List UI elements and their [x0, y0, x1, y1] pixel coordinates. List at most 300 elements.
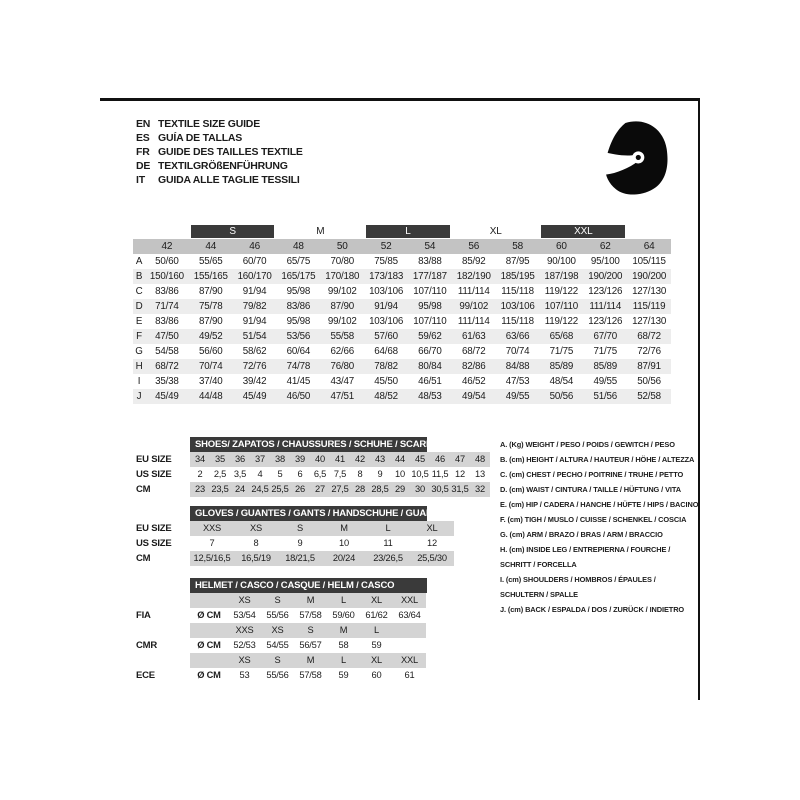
language-code: IT [136, 174, 145, 186]
size-value-cell: 47/51 [320, 389, 364, 404]
helmet-sizes-row [136, 593, 427, 608]
value-cell: 13 [475, 469, 485, 479]
size-value-cell: 87/90 [198, 286, 223, 297]
helmet-size-cell: XXL [393, 593, 426, 608]
helmet-value-cell: 53 [239, 670, 250, 680]
value-cell: 23,5 [210, 482, 230, 497]
size-header-cell: 50 [320, 239, 364, 254]
shoes-row [136, 482, 490, 497]
language-row [136, 117, 303, 131]
size-value-cell: 95/98 [286, 316, 311, 327]
group-spacer [145, 224, 189, 239]
value-cell: 36 [230, 452, 250, 467]
size-value-cell: 107/110 [539, 299, 583, 314]
row-label: CM [136, 484, 151, 495]
size-value-cell: 55/58 [320, 329, 364, 344]
helmet-sizes-row [136, 623, 427, 638]
size-header-cell: 44 [189, 239, 233, 254]
value-cell: 46 [430, 452, 450, 467]
size-value-cell: 48/53 [408, 389, 452, 404]
size-value-cell: 173/183 [364, 269, 408, 284]
size-value-cell: 75/78 [189, 299, 233, 314]
value-cell: 20/24 [322, 551, 366, 566]
language-list [136, 117, 303, 187]
gloves-title: GLOVES / GUANTES / GANTS / HANDSCHUHE / GUANTI [190, 506, 427, 521]
size-value-cell: 107/110 [413, 286, 447, 297]
size-value-cell: 91/94 [242, 316, 267, 327]
size-value-cell: 150/160 [145, 269, 189, 284]
unit-spacer [190, 593, 228, 608]
language-row [136, 159, 303, 173]
size-value-cell: 187/198 [539, 269, 583, 284]
helmet-values-row [136, 608, 427, 623]
size-header-cell: 54 [408, 239, 452, 254]
value-cell: 4 [257, 469, 263, 479]
size-value-cell: 37/40 [198, 376, 223, 387]
size-group-m: M [316, 226, 325, 237]
size-value-cell: 46/52 [461, 376, 486, 387]
size-value-cell: 103/106 [369, 316, 404, 327]
helmet-size-cell: S [261, 593, 294, 608]
size-value-cell: 48/54 [549, 376, 574, 387]
size-value-cell: 75/85 [374, 256, 398, 267]
size-group-l: L [366, 225, 450, 238]
value-cell: 34 [190, 452, 210, 467]
helmet-value-cell: 57/58 [299, 610, 322, 620]
helmet-value-cell: 59 [371, 640, 382, 650]
size-value-cell: 45/49 [233, 389, 277, 404]
size-value-cell: 127/130 [632, 316, 667, 327]
size-value-cell: 127/130 [632, 286, 667, 297]
value-cell: 40 [310, 452, 330, 467]
size-value-cell: 59/62 [408, 329, 452, 344]
size-value-cell: 123/126 [588, 316, 623, 327]
size-value-cell: 46/50 [276, 389, 320, 404]
helmet-size-cell: S [294, 623, 327, 638]
value-cell: 18/21,5 [278, 551, 322, 566]
size-value-cell: 68/72 [461, 346, 486, 357]
row-label: J [133, 389, 145, 404]
value-cell: 7,5 [333, 469, 347, 479]
size-value-cell: 68/72 [627, 329, 671, 344]
value-cell: 7 [209, 538, 215, 548]
value-cell: 9 [297, 538, 303, 548]
row-label: F [133, 329, 145, 344]
size-value-cell: 57/60 [364, 329, 408, 344]
size-value-cell: 58/62 [242, 346, 267, 357]
row-label: D [133, 299, 145, 314]
value-cell: 45 [410, 452, 430, 467]
size-value-cell: 119/122 [544, 316, 579, 327]
size-value-cell: 72/76 [637, 346, 661, 357]
value-cell: 47 [450, 452, 470, 467]
size-value-cell: 103/106 [369, 286, 404, 297]
shoes-table [136, 437, 490, 497]
gloves-row [136, 551, 454, 566]
value-cell: 2,5 [213, 469, 227, 479]
helmet-value-cell: 57/58 [299, 670, 322, 680]
helmet-size-cell: XL [360, 593, 393, 608]
size-value-cell: 50/60 [155, 256, 179, 267]
size-value-cell: 54/58 [155, 346, 179, 357]
language-label: TEXTILE SIZE GUIDE [158, 118, 260, 130]
value-cell: 28 [350, 482, 370, 497]
value-cell: 27 [310, 482, 330, 497]
size-value-cell: 185/195 [496, 269, 540, 284]
size-value-cell: 68/72 [145, 359, 189, 374]
helmet-value-cell: 55/56 [266, 610, 289, 620]
size-value-cell: 111/114 [457, 316, 490, 327]
size-value-cell: 60/70 [242, 256, 267, 267]
helmet-title: HELMET / CASCO / CASQUE / HELM / CASCO [190, 578, 427, 593]
size-value-cell: 60/64 [286, 346, 311, 357]
helmet-value-cell: 63/64 [398, 610, 421, 620]
legend-item: F. (cm) TIGH / MUSLO / CUISSE / SCHENKEL / COSCIA [500, 515, 687, 524]
language-code: FR [136, 146, 150, 158]
size-value-cell: 115/119 [627, 299, 671, 314]
unit-spacer [190, 653, 228, 668]
size-value-cell: 83/88 [418, 256, 442, 267]
value-cell: 42 [350, 452, 370, 467]
size-value-cell: 111/114 [583, 299, 627, 314]
size-header-spacer [133, 239, 145, 254]
row-label [136, 653, 190, 668]
helmet-value-cell: 61/62 [365, 610, 388, 620]
size-value-cell: 111/114 [457, 286, 490, 297]
size-value-cell: 43/47 [330, 376, 354, 387]
size-value-cell: 46/51 [418, 376, 442, 387]
size-value-cell: 55/65 [198, 256, 223, 267]
shoes-row [136, 467, 490, 482]
value-cell: 28,5 [370, 482, 390, 497]
row-label: H [133, 359, 145, 374]
value-cell: 2 [197, 469, 203, 479]
value-cell: XL [410, 521, 454, 536]
size-value-cell: 85/89 [583, 359, 627, 374]
size-value-cell: 85/89 [539, 359, 583, 374]
helmet-value-cell: 53/54 [233, 610, 256, 620]
unit-cell: Ø CM [197, 670, 221, 680]
size-value-cell: 99/102 [327, 316, 357, 327]
size-value-cell: 119/122 [544, 286, 579, 297]
top-border-rule [100, 98, 700, 101]
row-label: EU SIZE [136, 523, 172, 534]
size-value-cell: 41/45 [286, 376, 311, 387]
size-value-cell: 70/74 [189, 359, 233, 374]
language-label: TEXTILGRÖßENFÜHRUNG [158, 160, 288, 172]
value-cell: 37 [250, 452, 270, 467]
value-cell: 10 [395, 469, 405, 479]
row-label: B [133, 269, 145, 284]
row-label: CMR [136, 640, 158, 651]
size-value-cell: 61/63 [452, 329, 496, 344]
legend-item: A. (Kg) WEIGHT / PESO / POIDS / GEWITCH / PESO [500, 440, 675, 449]
unit-cell: Ø CM [197, 640, 221, 650]
row-label: EU SIZE [136, 454, 172, 465]
size-value-cell: 83/86 [155, 286, 179, 297]
size-value-cell: 47/53 [505, 376, 530, 387]
size-value-cell: 45/50 [374, 376, 398, 387]
size-value-cell: 182/190 [452, 269, 496, 284]
shoes-title: SHOES/ ZAPATOS / CHAUSSURES / SCHUHE / SCARPE [190, 437, 427, 452]
size-value-cell: 67/70 [583, 329, 627, 344]
size-value-cell: 190/200 [583, 269, 627, 284]
size-value-cell: 115/118 [501, 316, 534, 327]
helmet-size-cell: XS [228, 593, 261, 608]
helmet-value-cell: 55/56 [266, 670, 289, 680]
helmet-value-cell: 61 [404, 670, 415, 680]
size-value-cell: 50/56 [539, 389, 583, 404]
value-cell: 39 [290, 452, 310, 467]
size-value-cell: 87/95 [505, 256, 530, 267]
size-value-cell: 35/38 [155, 376, 179, 387]
measurement-legend [500, 437, 701, 617]
row-label: C [135, 286, 143, 297]
value-cell: 12,5/16,5 [190, 551, 234, 566]
value-cell: 3,5 [233, 469, 247, 479]
size-value-cell: 71/75 [549, 346, 574, 357]
size-value-cell: 51/56 [583, 389, 627, 404]
size-value-cell: 39/42 [242, 376, 267, 387]
value-cell: 30 [410, 482, 430, 497]
size-value-cell: 190/200 [627, 269, 671, 284]
helmet-size-cell: XL [360, 653, 393, 668]
size-value-cell: 72/76 [233, 359, 277, 374]
helmet-value-cell: 58 [338, 640, 349, 650]
helmet-size-cell: L [327, 593, 360, 608]
row-label: I [137, 376, 141, 387]
helmet-value-cell: 52/53 [233, 640, 256, 650]
row-label: US SIZE [136, 538, 172, 549]
size-value-cell: 177/187 [408, 269, 452, 284]
size-value-cell: 64/68 [374, 346, 398, 357]
helmet-size-cell: L [327, 653, 360, 668]
helmet-value-cell: 54/55 [266, 640, 289, 650]
language-label: GUÍA DE TALLAS [158, 132, 243, 144]
value-cell: 8 [357, 469, 363, 479]
helmet-size-cell: S [261, 653, 294, 668]
size-value-cell: 160/170 [233, 269, 277, 284]
size-value-cell: 70/74 [505, 346, 530, 357]
value-cell: 5 [277, 469, 283, 479]
value-cell: 24,5 [250, 482, 270, 497]
size-value-cell: 49/54 [452, 389, 496, 404]
value-cell: S [278, 521, 322, 536]
helmet-size-cell: XXS [228, 623, 261, 638]
size-value-cell: 91/94 [242, 286, 267, 297]
value-cell: 31,5 [450, 482, 470, 497]
size-value-cell: 79/82 [233, 299, 277, 314]
value-cell: 12 [427, 538, 437, 548]
size-value-cell: 51/54 [233, 329, 277, 344]
legend-item: I. (cm) SHOULDERS / HOMBROS / ÉPAULES / SCHULTERN / SPALLE [500, 575, 656, 599]
helmet-values-row [136, 668, 427, 683]
size-value-cell: 49/55 [496, 389, 540, 404]
row-label [136, 593, 190, 608]
size-header-cell: 64 [627, 239, 671, 254]
row-label: A [135, 256, 143, 267]
gloves-table [136, 506, 454, 566]
value-cell: 38 [270, 452, 290, 467]
value-cell: 43 [370, 452, 390, 467]
helmet-size-cell: M [294, 593, 327, 608]
size-value-cell: 56/60 [198, 346, 223, 357]
size-value-cell: 65/68 [539, 329, 583, 344]
size-value-cell: 65/75 [286, 256, 311, 267]
size-value-cell: 71/74 [145, 299, 189, 314]
legend-item: D. (cm) WAIST / CINTURA / TAILLE / HÜFTUNG / VITA [500, 485, 681, 494]
size-value-cell: 71/75 [593, 346, 617, 357]
gloves-row [136, 536, 454, 551]
value-cell: 35 [210, 452, 230, 467]
helmet-size-cell: L [360, 623, 393, 638]
size-group-s: S [191, 225, 275, 238]
helmet-value-cell: 59/60 [332, 610, 355, 620]
value-cell: 48 [470, 452, 490, 467]
value-cell: 23 [190, 482, 210, 497]
value-cell: 27,5 [330, 482, 350, 497]
helmet-size-cell: XS [261, 623, 294, 638]
size-value-cell: 76/80 [320, 359, 364, 374]
helmet-sizes-row [136, 653, 427, 668]
size-value-cell: 87/91 [627, 359, 671, 374]
value-cell: 24 [230, 482, 250, 497]
size-value-cell: 87/90 [198, 316, 223, 327]
legend-item: J. (cm) BACK / ESPALDA / DOS / ZURÜCK / INDIETRO [500, 605, 685, 614]
size-value-cell: 70/80 [330, 256, 354, 267]
size-value-cell: 170/180 [320, 269, 364, 284]
size-header-cell: 60 [539, 239, 583, 254]
size-value-cell: 99/102 [452, 299, 496, 314]
helmet-value-cell [393, 638, 426, 653]
value-cell: 23/26,5 [366, 551, 410, 566]
size-value-cell: 78/82 [364, 359, 408, 374]
size-value-cell: 84/88 [496, 359, 540, 374]
size-value-cell: 45/49 [145, 389, 189, 404]
size-value-cell: 52/58 [627, 389, 671, 404]
size-value-cell: 87/90 [320, 299, 364, 314]
size-value-cell: 155/165 [189, 269, 233, 284]
helmet-size-cell: M [327, 623, 360, 638]
size-value-cell: 82/86 [452, 359, 496, 374]
group-spacer [627, 224, 671, 239]
legend-item: E. (cm) HIP / CADERA / HANCHE / HÜFTE / HIPS / BACINO [500, 500, 699, 509]
size-value-cell: 83/86 [155, 316, 179, 327]
language-row [136, 173, 303, 187]
value-cell: M [322, 521, 366, 536]
value-cell: 16,5/19 [234, 551, 278, 566]
size-value-cell: 63/66 [496, 329, 540, 344]
helmet-size-cell [393, 623, 426, 638]
legend-item: B. (cm) HEIGHT / ALTURA / HAUTEUR / HÖHE / ALTEZZA [500, 455, 695, 464]
language-label: GUIDA ALLE TAGLIE TESSILI [158, 174, 300, 186]
value-cell: 6,5 [313, 469, 327, 479]
value-cell: 25,5 [270, 482, 290, 497]
value-cell: 10 [339, 538, 349, 548]
value-cell: 11 [383, 538, 393, 548]
size-value-cell: 85/92 [461, 256, 486, 267]
size-value-cell: 49/55 [593, 376, 617, 387]
row-label: CM [136, 553, 151, 564]
value-cell: 26 [290, 482, 310, 497]
value-cell: 30,5 [430, 482, 450, 497]
value-cell: 10,5 [411, 469, 429, 479]
size-group-xl: XL [489, 226, 502, 237]
size-value-cell: 105/115 [632, 256, 666, 267]
size-header-cell: 52 [364, 239, 408, 254]
size-value-cell: 115/118 [501, 286, 534, 297]
size-value-cell: 83/86 [276, 299, 320, 314]
size-value-cell: 165/175 [276, 269, 320, 284]
size-value-cell: 107/110 [413, 316, 447, 327]
size-value-cell: 80/84 [408, 359, 452, 374]
language-code: DE [136, 160, 151, 172]
helmet-value-cell: 56/57 [299, 640, 322, 650]
row-label: FIA [136, 610, 151, 621]
helmet-size-cell: XS [228, 653, 261, 668]
value-cell: 25,5/30 [410, 551, 454, 566]
size-header-cell: 58 [496, 239, 540, 254]
row-label: G [135, 346, 143, 357]
size-value-cell: 50/56 [637, 376, 661, 387]
legend-item: H. (cm) INSIDE LEG / ENTREPIERNA / FOURCHE / SCHRITT / FORCELLA [500, 545, 671, 569]
value-cell: 32 [470, 482, 490, 497]
size-value-cell: 95/98 [286, 286, 311, 297]
legend-item: C. (cm) CHEST / PECHO / POITRINE / TRUHE / PETTO [500, 470, 684, 479]
helmet-value-cell: 60 [371, 670, 382, 680]
size-value-cell: 49/52 [189, 329, 233, 344]
value-cell: L [366, 521, 410, 536]
size-value-cell: 62/66 [330, 346, 354, 357]
helmet-size-table [136, 578, 427, 683]
size-value-cell: 44/48 [189, 389, 233, 404]
value-cell: XS [234, 521, 278, 536]
value-cell: 41 [330, 452, 350, 467]
size-header-cell: 62 [583, 239, 627, 254]
unit-spacer [190, 623, 228, 638]
language-label: GUIDE DES TAILLES TEXTILE [158, 146, 303, 158]
size-group-xxl: XXL [541, 225, 625, 238]
size-value-cell: 53/56 [276, 329, 320, 344]
size-value-cell: 95/98 [408, 299, 452, 314]
group-spacer [133, 224, 145, 239]
size-value-cell: 90/100 [547, 256, 576, 267]
row-label: US SIZE [136, 469, 172, 480]
gloves-row [136, 521, 454, 536]
shoes-row [136, 452, 490, 467]
helmet-size-cell: XXL [393, 653, 426, 668]
size-value-cell: 91/94 [364, 299, 408, 314]
size-value-cell: 99/102 [327, 286, 357, 297]
size-value-cell: 74/78 [276, 359, 320, 374]
legend-item: G. (cm) ARM / BRAZO / BRAS / ARM / BRACCIO [500, 530, 663, 539]
row-label: E [135, 316, 143, 327]
unit-cell: Ø CM [197, 610, 221, 620]
language-code: ES [136, 132, 150, 144]
value-cell: 11,5 [431, 469, 449, 479]
size-value-cell: 123/126 [588, 286, 623, 297]
size-value-cell: 47/50 [145, 329, 189, 344]
size-header-cell: 56 [452, 239, 496, 254]
value-cell: 9 [377, 469, 383, 479]
helmet-value-cell: 59 [338, 670, 349, 680]
size-value-cell: 95/100 [590, 256, 620, 267]
size-value-cell: 66/70 [418, 346, 442, 357]
helmet-size-cell: M [294, 653, 327, 668]
size-header-cell: 42 [145, 239, 189, 254]
helmet-values-row [136, 638, 427, 653]
language-row [136, 145, 303, 159]
